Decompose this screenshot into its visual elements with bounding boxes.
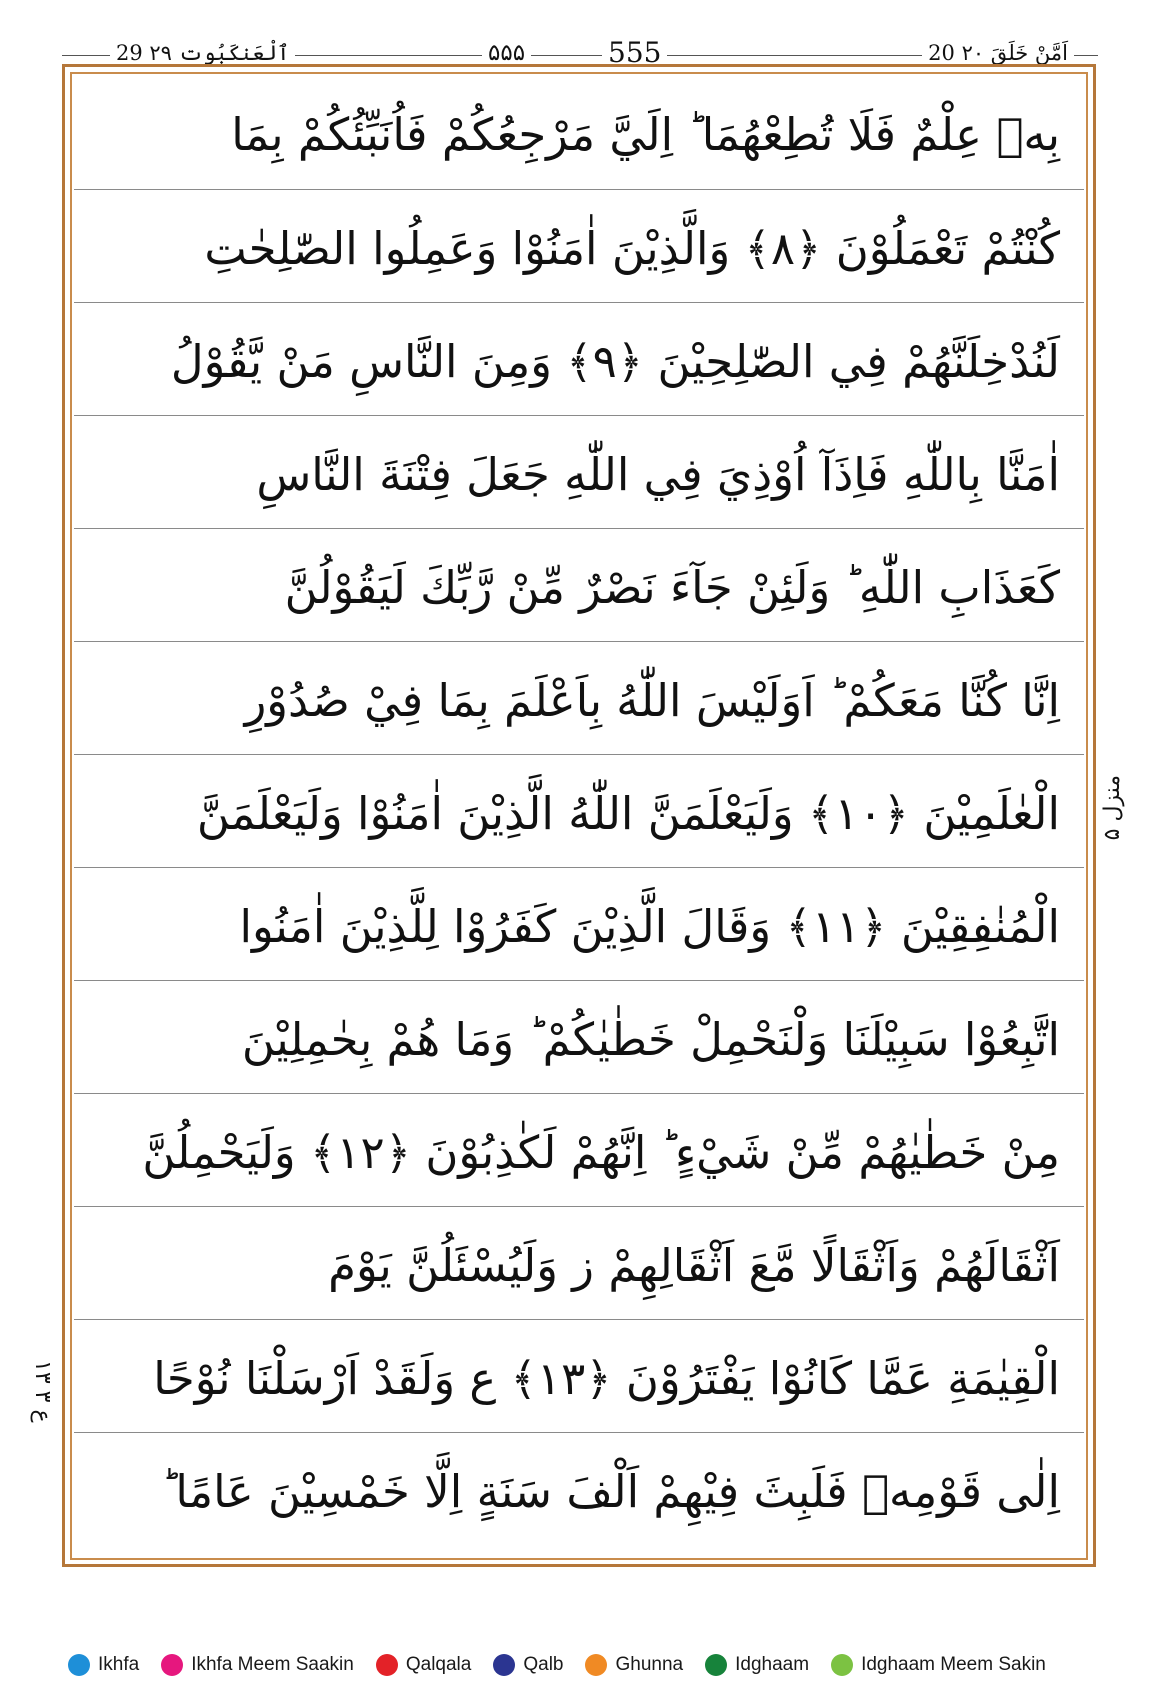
legend-label: Ikhfa Meem Saakin: [191, 1654, 354, 1675]
text-line: [74, 528, 1084, 645]
color-dot-icon: [161, 1654, 183, 1676]
text-line: [74, 76, 1084, 193]
text-line: [74, 1432, 1084, 1549]
text-line: [74, 189, 1084, 306]
page-number: 555: [602, 38, 667, 68]
line-text: كُنْتُمْ تَعْمَلُوْنَ ﴿۸﴾ وَالَّذِيْنَ اٰمَنُوْا وَعَمِلُوا الصّٰلِحٰتِ: [204, 221, 1060, 275]
tajweed-legend: [68, 1650, 1108, 1680]
surah-name: 29 ٱلْعَنكَبُوت ۲۹: [110, 38, 295, 68]
legend-item-idghaam-meem-sakin: [831, 1654, 1046, 1676]
legend-item-idghaam: [705, 1654, 809, 1676]
manzil-marker: منزل ۵: [1100, 775, 1125, 841]
line-text: اِنَّا كُنَّا مَعَكُمْ ؕ اَوَلَيْسَ اللّٰهُ بِاَعْلَمَ بِمَا فِيْ صُدُوْرِ: [244, 673, 1060, 727]
line-text: مِنْ خَطٰيٰهُمْ مِّنْ شَيْءٍ ؕ اِنَّهُمْ لَكٰذِبُوْنَ ﴿۱۲﴾ وَلَيَحْمِلُنَّ: [142, 1125, 1060, 1179]
text-line: [74, 1093, 1084, 1210]
text-line: [74, 302, 1084, 419]
line-text: اتَّبِعُوْا سَبِيْلَنَا وَلْنَحْمِلْ خَطٰيٰكُمْ ؕ وَمَا هُمْ بِحٰمِلِيْنَ: [241, 1012, 1060, 1066]
legend-label: Ghunna: [615, 1654, 684, 1675]
color-dot-icon: [68, 1654, 90, 1676]
legend-item-ikhfa: [68, 1654, 139, 1676]
text-line: [74, 415, 1084, 532]
color-dot-icon: [705, 1654, 727, 1676]
line-text: لَنُدْخِلَنَّهُمْ فِي الصّٰلِحِيْنَ ﴿۹﴾ وَمِنَ النَّاسِ مَنْ يَّقُوْلُ: [170, 334, 1060, 388]
legend-item-ikhfa-meem-saakin: [161, 1654, 354, 1676]
color-dot-icon: [493, 1654, 515, 1676]
color-dot-icon: [831, 1654, 853, 1676]
legend-item-ghunna: [585, 1654, 683, 1676]
legend-label: Qalqala: [405, 1654, 472, 1675]
line-text: الْقِيٰمَةِ عَمَّا كَانُوْا يَفْتَرُوْنَ ﴿۱۳﴾ ع وَلَقَدْ اَرْسَلْنَا نُوْحًا: [153, 1351, 1060, 1405]
text-line: [74, 980, 1084, 1097]
text-line: [74, 1206, 1084, 1323]
quran-text-block: [74, 76, 1084, 1556]
legend-item-qalqala: [376, 1654, 472, 1676]
page-number-arabic: ۵۵۵: [482, 38, 531, 68]
color-dot-icon: [585, 1654, 607, 1676]
text-line: [74, 1319, 1084, 1436]
line-text: بِهٖ عِلْمٌ فَلَا تُطِعْهُمَا ؕ اِلَيَّ مَرْجِعُكُمْ فَاُنَبِّئُكُمْ بِمَا: [231, 108, 1060, 161]
legend-label: Ikhfa: [98, 1654, 140, 1675]
line-text: الْمُنٰفِقِيْنَ ﴿۱۱﴾ وَقَالَ الَّذِيْنَ كَفَرُوْا لِلَّذِيْنَ اٰمَنُوا: [239, 899, 1060, 953]
legend-label: Idghaam Meem Sakin: [861, 1654, 1046, 1675]
line-text: اٰمَنَّا بِاللّٰهِ فَاِذَآ اُوْذِيَ فِي اللّٰهِ جَعَلَ فِتْنَةَ النَّاسِ: [256, 447, 1060, 501]
line-text: اِلٰى قَوْمِهٖ فَلَبِثَ فِيْهِمْ اَلْفَ سَنَةٍ اِلَّا خَمْسِيْنَ عَامًا ؕ: [161, 1464, 1060, 1518]
ruku-marker: ع ۳ ۱۳: [30, 1360, 55, 1423]
color-dot-icon: [376, 1654, 398, 1676]
legend-label: Qalb: [523, 1654, 564, 1675]
text-line: [74, 641, 1084, 758]
line-text: الْعٰلَمِيْنَ ﴿۱۰﴾ وَلَيَعْلَمَنَّ اللّٰهُ الَّذِيْنَ اٰمَنُوْا وَلَيَعْلَمَنَّ: [196, 786, 1060, 840]
para-name: 20 اَمَّنْ خَلَقَ ۲۰: [922, 38, 1074, 68]
line-text: اَثْقَالَهُمْ وَاَثْقَالًا مَّعَ اَثْقَالِهِمْ ز وَلَيُسْئَلُنَّ يَوْمَ: [328, 1238, 1060, 1292]
text-line: [74, 867, 1084, 984]
legend-label: Idghaam: [735, 1654, 810, 1675]
line-text: كَعَذَابِ اللّٰهِ ؕ وَلَئِنْ جَآءَ نَصْرٌ مِّنْ رَّبِّكَ لَيَقُوْلُنَّ: [284, 560, 1060, 614]
legend-item-qalb: [493, 1654, 563, 1676]
text-line: [74, 754, 1084, 871]
